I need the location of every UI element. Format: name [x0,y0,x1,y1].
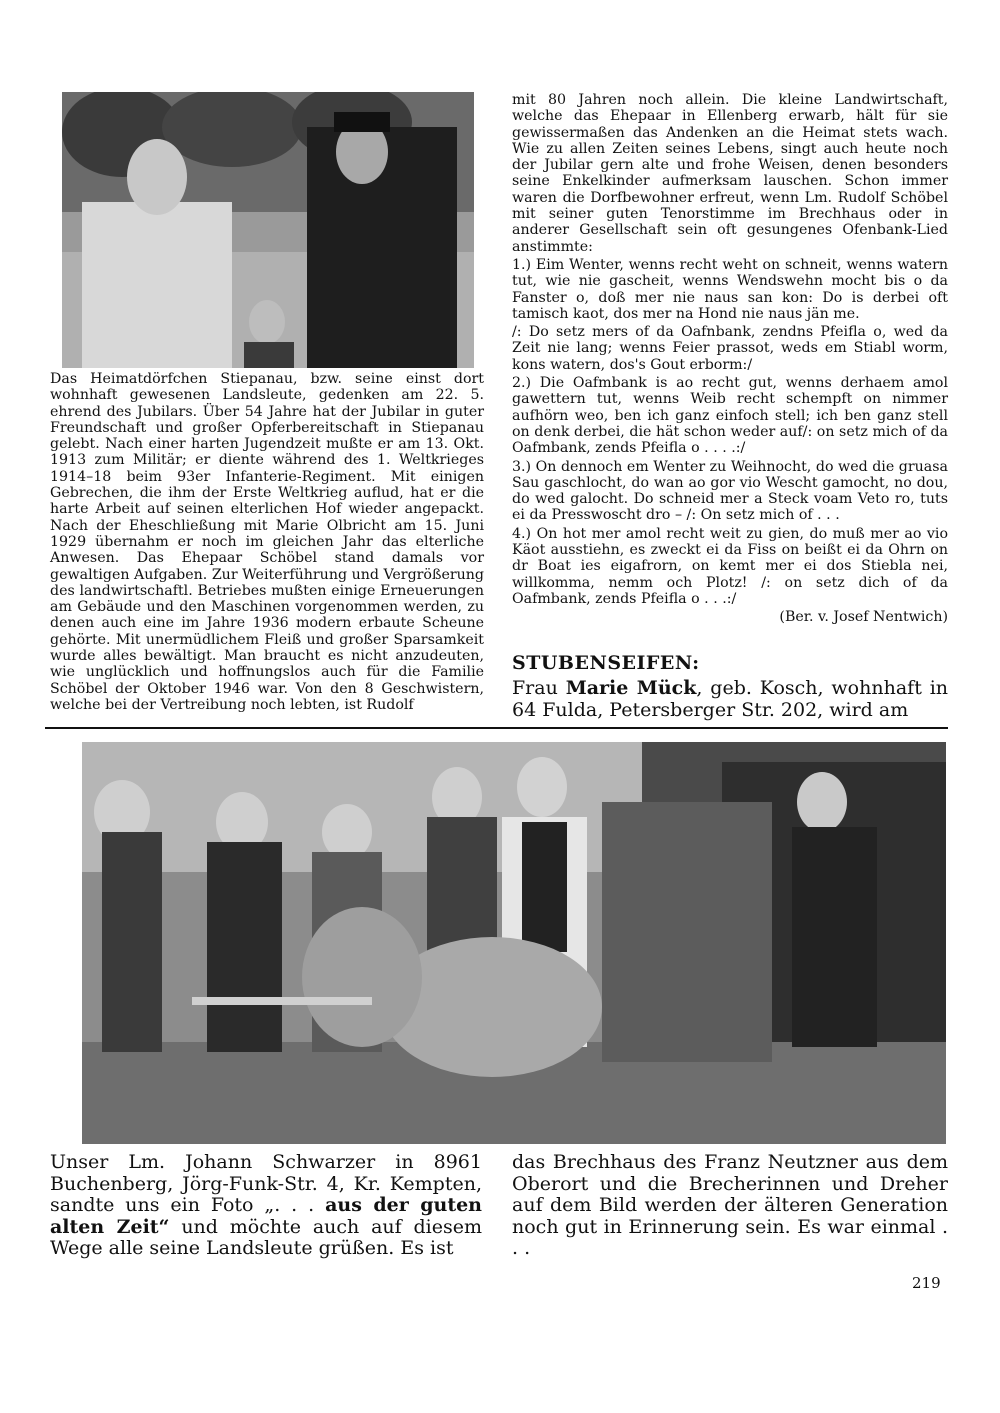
bottom-left-pre: Unser Lm. Johann Schwarzer in 8961 Buchenberg, Jörg-Funk-Str. 4, Kr. Kempten, sandte uns ein Foto „. . . [50,1151,482,1216]
bottom-right-paragraph: das Brechhaus des Franz Neutzner aus dem Oberort und die Brecherinnen und Dreher auf dem Bild werden der älteren Generation noch gut in Erinnerung sein. Es war einmal . . . [512,1151,948,1259]
bottom-left-text [50,1152,482,1260]
left-column [50,371,484,713]
stub-pre: Frau [512,677,566,699]
separator-rule [45,727,948,729]
stubenseifen-text [512,678,948,721]
stub-name: Marie Mück [565,677,697,699]
song-verse-3: 3.) On dennoch em Wenter zu Weihnocht, do wed die gruasa Sau gaschlocht, do wan ao gor vio Wescht gamocht, no dou, do wed galocht. Do schneid mer a Steck voam Veto ro, tuts ei da Presswoscht dro – /: On setz mich of . . . [512,458,948,524]
brechhaus-photo [82,742,946,1144]
intro-paragraph: mit 80 Jahren noch allein. Die kleine Landwirtschaft, welche das Ehepaar in Ellenberg erwarb, hält für sie gewissermaßen das Andenken an die Heimat stets wach. Wie zu allen Zeiten seines Lebens, singt auch heute noch der Jubilar gern alte und frohe Weisen, denen besonders seine Enkelkinder aufmerksam lauschen. Schon immer waren die Dorfbewohner erfreut, wenn Lm. Rudolf Schöbel mit seiner guten Tenorstimme im Brechhaus oder in anderer Gesellschaft sein oft gesungenes Ofenbank-Lied anstimmte: [512,92,948,255]
page-number: 219 [912,1274,941,1292]
attribution: (Ber. v. Josef Nentwich) [779,609,948,626]
caption-paragraph: Das Heimatdörfchen Stiepanau, bzw. seine einst dort wohnhaft gewesenen Landsleute, gedenken am 22. 5. ehrend des Jubilars. Über 54 Jahre hat der Jubilar in guter Freundschaft und großer Opferbereitschaft in Stiepanau gelebt. Nach einer harten Jugendzeit mußte er am 13. Okt. 1913 zum Militär; er diente während des 1. Weltkrieges 1914–18 beim 93er Infanterie-Regiment. Mit einigen Gebrechen, die ihm der Erste Weltkrieg auflud, hat er die harte Arbeit auf seinen elterlichen Hof wieder angepackt. Nach der Eheschließung mit Marie Olbricht am 15. Juni 1929 übernahm er noch im gleichen Jahr das elterliche Anwesen. Das Ehepaar Schöbel stand damals vor gewaltigen Aufgaben. Zur Weiterführung und Vergrößerung des landwirtschaftl. Betriebes mußten einige Erneuerungen am Gebäude und den Maschinen vorgenommen werden, zu denen auch eine im Jahre 1936 modern erbaute Scheune gehörte. Mit unermüdlichem Fleiß und großer Sparsamkeit wurde alles bewältigt. Man braucht es nicht anzudeuten, wie unglücklich und hoffnungslos auch für die Familie Schöbel der Oktober 1946 war. Von den 8 Geschwistern, welche bei der Vertreibung noch lebten, ist Rudolf [50,371,484,713]
stub-post: , geb. Kosch, wohnhaft in 64 Fulda, Petersberger Str. 202, wird am [512,677,949,721]
bottom-right-text [512,1152,948,1260]
song-verse-4: 4.) On hot mer amol recht weit zu gien, do muß mer ao vio Käot ausstiehn, es zweckt ei da Fiss on beißt ei da Ohrn on dr Boat ies eigafrorn, on kemt mer ei dos Stiebla nei, willkomma, nemm och Plotz! /: on setz dich of da Oafmbank, zends Pfeifla o . . .:/ [512,525,948,607]
bottom-left-bold: aus der guten alten Zeit“ [50,1194,482,1238]
bottom-left-post: und möchte auch auf diesem Wege alle seine Landsleute grüßen. Es ist [50,1215,482,1259]
section-heading: STUBENSEIFEN: [512,652,700,674]
right-column [512,92,948,626]
portrait-photo [62,92,474,368]
song-refrain: /: Do setz mers of da Oafnbank, zendns Pfeifla o, wed da Zeit nie lang; wenns Feier prassot, weds em Stiabl worm, kons watern, dos's Gout erborm:/ [512,324,948,373]
song-verse-1: 1.) Eim Wenter, wenns recht weht on schneit, wenns watern tut, wie nie gascheit, wenns Wendswehn mocht bis o da Fanster o, doß mer nie naus san kon: Do is derbei oft tamisch kaot, dos mer na Hond nie naus jän me. [512,256,948,322]
song-verse-2: 2.) Die Oafmbank is ao recht gut, wenns derhaem amol gawettern tut, wenns Weib recht schempft on nimmer aufhörn weo, ben ich ganz einfoch stell; ich ben ganz stell on denk derbei, die hät schon weder auf/: on setz mich of da Oafmbank, zends Pfeifla o . . . .:/ [512,375,948,457]
